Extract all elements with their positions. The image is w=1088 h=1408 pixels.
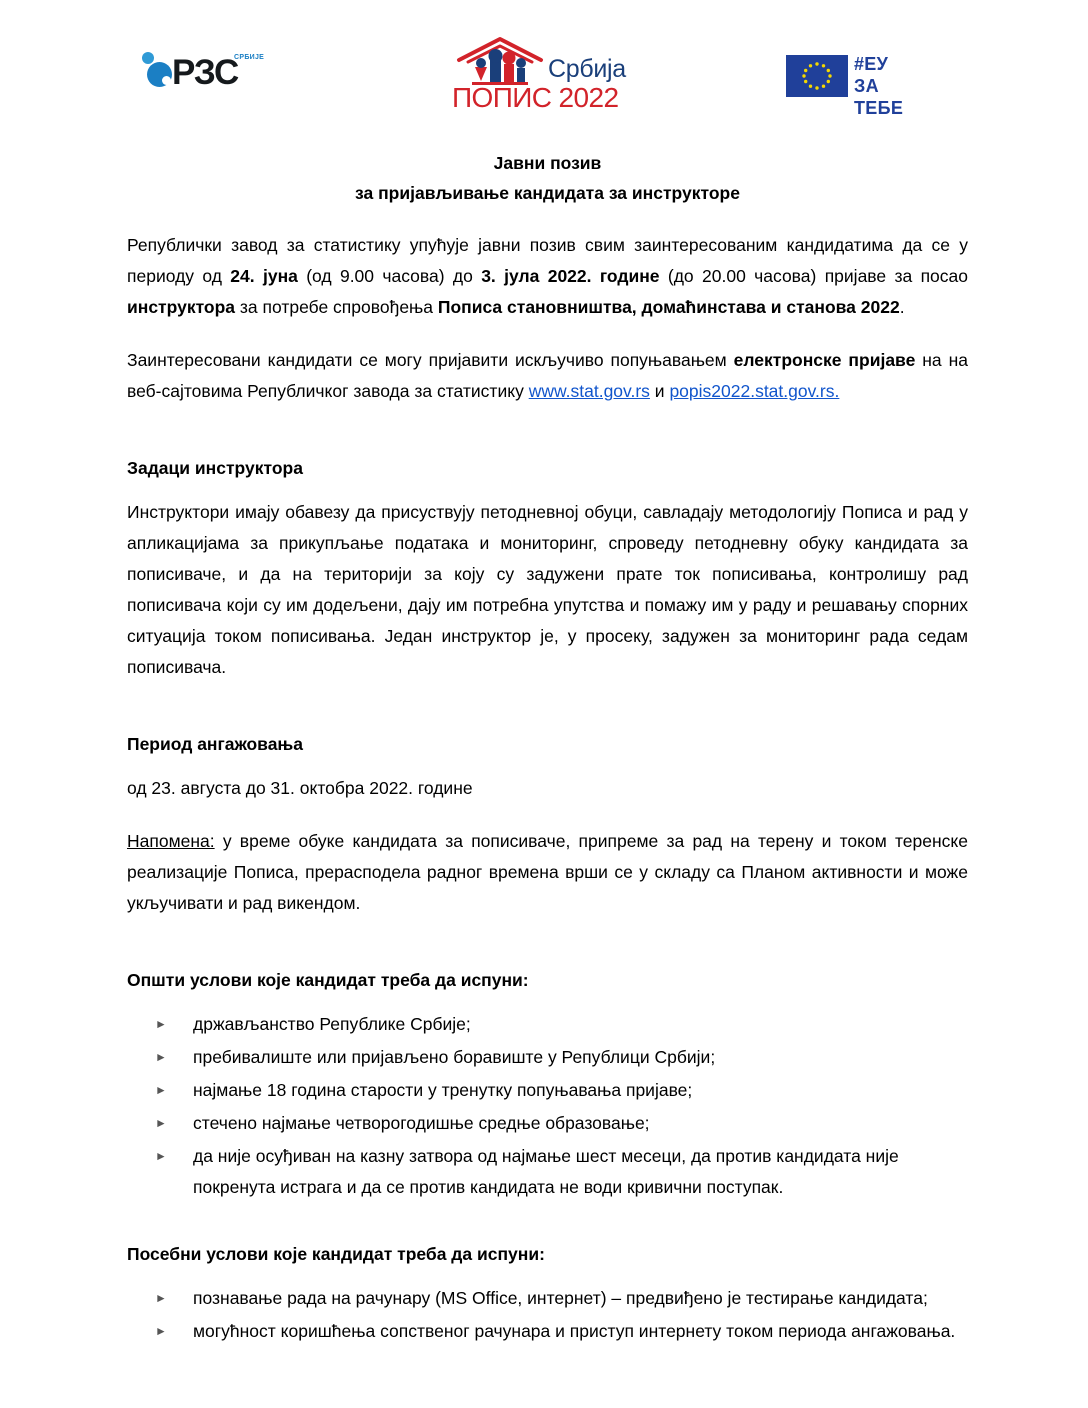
eu-slogan-line1: #ЕУ <box>854 54 889 74</box>
rzs-small-circle-icon <box>142 52 154 64</box>
intro-paragraph-1 <box>127 230 968 323</box>
rzs-inner-circle-icon <box>162 76 171 85</box>
intro-p2-bold-application: електронске пријаве <box>733 350 916 370</box>
note-body: у време обуке кандидата за пописиваче, припреме за рад на терену и током теренске реализације Пописа, прерасподела радног времена врши се у складу са Планом активности и може укључивати и рад викендом. <box>127 831 968 913</box>
bullet-triangle-icon: ► <box>155 1291 167 1305</box>
heading-general-conditions: Општи услови које кандидат треба да испуни: <box>127 970 529 990</box>
instructor-tasks-body: Инструктори имају обавезу да присуствују петодневној обуци, савладају методологију Пописа и рад у апликацијама за прикупљање података и мониторинг, спроведу петодневну обуку кандидата за пописиваче, и да на територији за коју су задужени прате ток пописивања, контролишу рад пописивача који су им додељени, дају им потребна упутства и помажу им у раду и решавању спорних ситуација током пописивања. Један инструктор је, у просеку, задужен за мониторинг рада седам пописивача. <box>127 502 968 677</box>
intro-paragraph-2 <box>127 345 968 407</box>
list-item <box>127 1009 968 1040</box>
intro-p1-bold-start-date: 24. јуна <box>230 266 298 286</box>
engagement-note <box>127 826 968 919</box>
list-item-text: могућност коришћења сопственог рачунара и приступ интернету током периода ангажовања. <box>193 1321 956 1341</box>
list-item <box>127 1042 968 1073</box>
link-stat-gov-rs[interactable]: www.stat.gov.rs <box>528 381 650 401</box>
heading-engagement-period: Период ангажовања <box>127 734 304 754</box>
list-item-text: стечено најмање четворогодишње средње образовање; <box>193 1113 650 1133</box>
page-title-line-2: за пријављивање кандидата за инструкторе <box>355 183 740 203</box>
bullet-triangle-icon: ► <box>155 1116 167 1130</box>
intro-p1-bold-census-name: Пописа становништва, домаћинстава и станова 2022 <box>437 297 900 317</box>
note-label: Напомена: <box>127 831 215 851</box>
page-title <box>127 148 968 208</box>
list-item <box>127 1283 968 1314</box>
heading-instructor-tasks: Задаци инструктора <box>127 458 303 478</box>
intro-p1-seg2: (од 9.00 часова) до <box>297 266 482 286</box>
rzs-logo <box>142 48 264 96</box>
list-item <box>127 1141 968 1203</box>
eu-slogan <box>854 53 926 119</box>
bullet-triangle-icon: ► <box>155 1050 167 1064</box>
engagement-period-dates: од 23. августа до 31. октобра 2022. године <box>127 778 473 798</box>
page-title-line-1: Јавни позив <box>493 153 602 173</box>
rzs-subtitle: СРБИЈЕ <box>234 54 265 61</box>
logo-header-bar <box>0 0 1088 120</box>
list-item <box>127 1108 968 1139</box>
link-popis2022-stat-gov-rs[interactable]: popis2022.stat.gov.rs. <box>669 381 840 401</box>
intro-p2-seg2: на на веб-сајтовима Републичког завода за статистику <box>127 350 968 401</box>
bullet-triangle-icon: ► <box>155 1149 167 1163</box>
intro-p1-seg1: Републички завод за статистику упућује јавни позив свим заинтересованим кандидатима да се у периоду од <box>127 235 968 286</box>
intro-p1-bold-role: инструктора <box>127 297 236 317</box>
list-item-text: пребивалиште или пријављено боравиште у Републици Србији; <box>193 1047 716 1067</box>
list-item-text: држављанство Републике Србије; <box>193 1014 471 1034</box>
intro-p2-seg3: и <box>649 381 670 401</box>
heading-special-conditions: Посебни услови које кандидат треба да испуни: <box>127 1244 545 1264</box>
census-popis-text: ПОПИС 2022 <box>452 82 619 113</box>
eu-slogan-line2: ЗА ТЕБЕ <box>854 76 904 118</box>
bullet-triangle-icon: ► <box>155 1017 167 1031</box>
list-item-text: познавање рада на рачунару (MS Office, интернет) – предвиђено је тестирање кандидата; <box>193 1288 928 1308</box>
census-srbija-text: Србија <box>548 55 626 83</box>
general-conditions-list <box>127 1009 968 1203</box>
intro-p1-seg4: за потребе спровођења <box>235 297 438 317</box>
bullet-triangle-icon: ► <box>155 1083 167 1097</box>
bullet-triangle-icon: ► <box>155 1324 167 1338</box>
special-conditions-list <box>127 1283 968 1347</box>
eu-logo <box>786 54 926 118</box>
list-item-text: да није осуђиван на казну затвора од најмање шест месеци, да против кандидата није покренута истрага и да се против кандидата не води кривични поступак. <box>193 1146 899 1197</box>
intro-p1-seg5: . <box>899 297 905 317</box>
eu-flag-icon <box>786 55 848 97</box>
intro-p1-seg3: (до 20.00 часова) пријаве за посао <box>659 266 969 286</box>
rzs-acronym: РЗС <box>172 53 239 92</box>
census-logo <box>452 36 626 113</box>
list-item-text: најмање 18 година старости у тренутку попуњавања пријаве; <box>193 1080 693 1100</box>
intro-p2-seg1: Заинтересовани кандидати се могу пријавити искључиво попуњавањем <box>127 350 734 370</box>
list-item <box>127 1316 968 1347</box>
document-body <box>0 148 1088 1347</box>
intro-p1-bold-end-date: 3. јула 2022. године <box>481 266 660 286</box>
census-house-icon <box>454 36 546 88</box>
list-item <box>127 1075 968 1106</box>
